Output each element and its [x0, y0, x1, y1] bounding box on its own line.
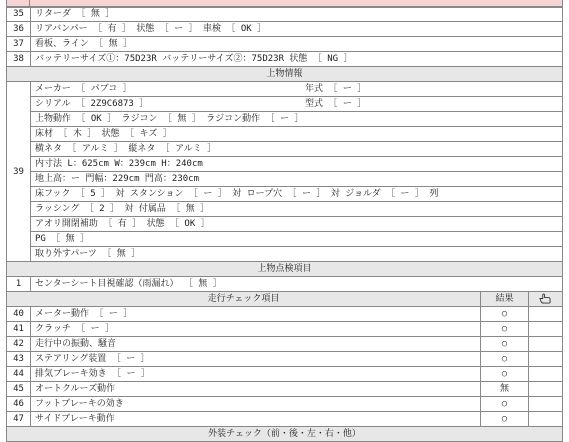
maker-row	[31, 82, 563, 97]
result-mark: ○	[481, 322, 529, 337]
ground-dimensions: 地上高：ー 門幅：229cm 門高：230cm	[31, 172, 563, 187]
uwamono-line-5: 取り外すパーツ ［ 無 ］	[31, 247, 563, 262]
row-text: リターダ ［ 無 ］	[31, 7, 563, 22]
notes-cell	[529, 367, 563, 382]
row-text: 走行中の振動、騒音	[31, 337, 481, 352]
row-number: 42	[7, 337, 31, 352]
uwamono-line-3: アオリ開閉補助 ［ 有 ］ 状態 ［ OK ］	[31, 217, 563, 232]
row-number: 35	[7, 7, 31, 22]
row-text-1: センターシート目視確認（雨漏れ） ［ 無 ］	[31, 277, 563, 292]
table-row	[7, 352, 563, 367]
table-row	[7, 37, 563, 52]
row-number: 40	[7, 307, 31, 322]
table-row	[7, 22, 563, 37]
result-mark: 無	[481, 382, 529, 397]
row-number: 37	[7, 37, 31, 52]
uwamono-line-2: 横ネタ ［ アルミ ］ 縦ネタ ［ アルミ ］	[31, 142, 563, 157]
row-number: 36	[7, 22, 31, 37]
row-text: メーター動作 ［ ー ］	[31, 307, 481, 322]
result-mark: ○	[481, 367, 529, 382]
row-text: サイドブレーキ動作	[31, 412, 481, 427]
notes-cell	[529, 352, 563, 367]
lashing: ラッシング ［ 2 ］ 対 付属品 ［ 無 ］	[31, 202, 563, 217]
table-row	[7, 412, 563, 427]
row-text: フットブレーキの効き	[31, 397, 481, 412]
result-mark: ○	[481, 337, 529, 352]
row-text: リアバンパー ［ 有 ］ 状態 ［ ー ］ 車検 ［ OK ］	[31, 22, 563, 37]
maker-label: メーカー ［ パブコ ］	[35, 84, 132, 94]
result-mark: ○	[481, 307, 529, 322]
table-row	[7, 307, 563, 322]
row-number-1: 1	[7, 277, 31, 292]
section-run: 走行チェック項目	[7, 292, 481, 307]
row-number: 44	[7, 367, 31, 382]
model-label: 型式 ［ ー ］	[305, 99, 367, 109]
hand-pointing-icon[interactable]	[529, 292, 563, 307]
row-text: ステアリング装置 ［ ー ］	[31, 352, 481, 367]
serial-row	[31, 97, 563, 112]
notes-cell	[529, 397, 563, 412]
row-number: 38	[7, 52, 31, 67]
result-mark: ○	[481, 397, 529, 412]
serial-label: シリアル ［ 2Z9C6873 ］	[35, 99, 149, 109]
row-text: クラッチ ［ ー ］	[31, 322, 481, 337]
table-row	[7, 52, 563, 67]
notes-cell	[529, 337, 563, 352]
table-row	[7, 367, 563, 382]
row-number: 41	[7, 322, 31, 337]
inspection-table	[6, 6, 563, 442]
result-mark: ○	[481, 412, 529, 427]
notes-cell	[529, 382, 563, 397]
row-number: 46	[7, 397, 31, 412]
table-row	[7, 382, 563, 397]
table-row	[7, 7, 563, 22]
row-text: バッテリーサイズ①：75D23R バッテリーサイズ②：75D23R 状態 ［ NG ］	[31, 52, 563, 67]
result-header: 結果	[481, 292, 529, 307]
uwamono-line-4: PG ［ 無 ］	[31, 232, 563, 247]
year-label: 年式 ［ ー ］	[305, 84, 367, 94]
notes-cell	[529, 307, 563, 322]
section-exterior: 外装チェック（前・後・左・右・他）	[7, 427, 563, 442]
row-number-39: 39	[7, 82, 31, 262]
row-number: 47	[7, 412, 31, 427]
table-row	[7, 397, 563, 412]
notes-cell	[529, 322, 563, 337]
row-number: 45	[7, 382, 31, 397]
uwamono-line-0: 上物動作 ［ OK ］ ラジコン ［ 無 ］ ラジコン動作 ［ ー ］	[31, 112, 563, 127]
row-text: 看板、ライン ［ 無 ］	[31, 37, 563, 52]
table-row	[7, 337, 563, 352]
uwamono-line-1: 床材 ［ 木 ］ 状態 ［ キズ ］	[31, 127, 563, 142]
section-uwamono-check: 上物点検項目	[7, 262, 563, 277]
floor-hooks: 床フック ［ 5 ］ 対 スタンション ［ ー ］ 対 ロープ穴 ［ ー ］ 対 ジョルダ ［ ー ］ 列	[31, 187, 563, 202]
row-text: オートクルーズ動作	[31, 382, 481, 397]
hand-pointing-icon-svg	[539, 293, 552, 304]
row-text: 排気ブレーキ効き ［ ー ］	[31, 367, 481, 382]
section-uwamono: 上物情報	[7, 67, 563, 82]
inner-dimensions: 内寸法 L：625cm W：239cm H：240cm	[31, 157, 563, 172]
table-row	[7, 322, 563, 337]
row-number: 43	[7, 352, 31, 367]
notes-cell	[529, 412, 563, 427]
result-mark: ○	[481, 352, 529, 367]
